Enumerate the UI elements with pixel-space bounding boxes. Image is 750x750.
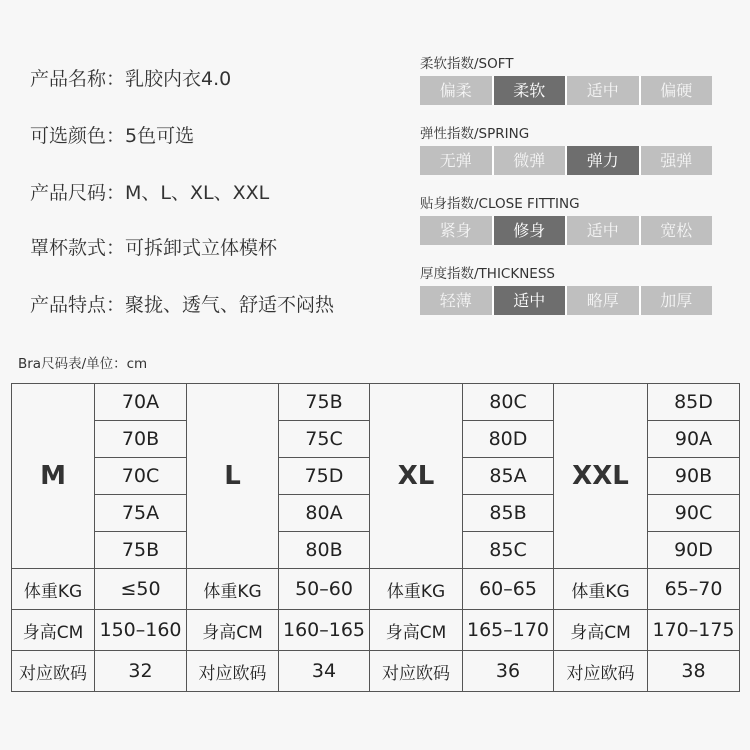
scale-option: 强弹: [641, 146, 713, 175]
spec-value: 可拆卸式立体模杯: [125, 237, 278, 259]
weight-value: 50–60: [279, 569, 370, 610]
height-value: 170–175: [648, 610, 740, 651]
spec-value: 5色可选: [125, 125, 195, 147]
spec-color: [30, 121, 194, 148]
height-label: 身高CM: [187, 610, 279, 651]
scale-option: 适中: [567, 76, 641, 105]
cup-cell: 85C: [463, 532, 554, 569]
cup-cell: 90D: [648, 532, 740, 569]
scale-option: 宽松: [641, 216, 713, 245]
eu-label: 对应欧码: [187, 651, 279, 692]
scale-option: 弹力: [567, 146, 641, 175]
scale-option: 无弹: [420, 146, 494, 175]
eu-value: 32: [95, 651, 187, 692]
cup-cell: 85D: [648, 384, 740, 421]
spec-label: 罩杯款式：: [30, 237, 126, 259]
spec-value: 乳胶内衣4.0: [125, 68, 232, 90]
size-xxl: XXL: [554, 384, 648, 569]
scale-soft: [420, 55, 712, 105]
scale-spring: [420, 125, 712, 175]
size-m: M: [12, 384, 95, 569]
eu-value: 38: [648, 651, 740, 692]
weight-label: 体重KG: [187, 569, 279, 610]
weight-label: 体重KG: [12, 569, 95, 610]
size-xl: XL: [370, 384, 463, 569]
scale-option: 偏硬: [641, 76, 713, 105]
spec-label: 产品特点：: [30, 294, 126, 316]
height-label: 身高CM: [12, 610, 95, 651]
eu-label: 对应欧码: [12, 651, 95, 692]
weight-label: 体重KG: [370, 569, 463, 610]
spec-label: 产品尺码：: [30, 182, 126, 204]
scale-option: 略厚: [567, 286, 641, 315]
spec-size: [30, 178, 269, 205]
eu-label: 对应欧码: [554, 651, 648, 692]
cup-cell: 80C: [463, 384, 554, 421]
eu-label: 对应欧码: [370, 651, 463, 692]
cup-cell: 75B: [95, 532, 187, 569]
scale-bar: [420, 146, 712, 175]
cup-cell: 75B: [279, 384, 370, 421]
scale-option: 微弹: [494, 146, 568, 175]
cup-cell: 85A: [463, 458, 554, 495]
table-row-height: [12, 610, 740, 651]
spec-features: [30, 290, 334, 317]
weight-value: 60–65: [463, 569, 554, 610]
scale-option: 适中: [567, 216, 641, 245]
height-value: 165–170: [463, 610, 554, 651]
scale-thickness: [420, 265, 712, 315]
cup-cell: 70C: [95, 458, 187, 495]
scale-option: 适中: [494, 286, 568, 315]
cup-cell: 80A: [279, 495, 370, 532]
size-l: L: [187, 384, 279, 569]
scale-option: 加厚: [641, 286, 713, 315]
cup-cell: 70A: [95, 384, 187, 421]
spec-value: 聚拢、透气、舒适不闷热: [125, 294, 335, 316]
weight-label: 体重KG: [554, 569, 648, 610]
spec-cup-style: [30, 233, 277, 260]
cup-cell: 70B: [95, 421, 187, 458]
eu-value: 36: [463, 651, 554, 692]
height-value: 150–160: [95, 610, 187, 651]
scale-option: 偏柔: [420, 76, 494, 105]
spec-label: 产品名称：: [30, 68, 126, 90]
cup-cell: 75C: [279, 421, 370, 458]
scale-title: 弹性指数/SPRING: [420, 126, 530, 142]
size-table-title: Bra尺码表/单位：cm: [18, 356, 148, 372]
table-row: [12, 384, 740, 421]
spec-label: 可选颜色：: [30, 125, 126, 147]
weight-value: 65–70: [648, 569, 740, 610]
cup-cell: 75D: [279, 458, 370, 495]
table-row-weight: [12, 569, 740, 610]
scale-close-fitting: [420, 195, 712, 245]
cup-cell: 90A: [648, 421, 740, 458]
cup-cell: 85B: [463, 495, 554, 532]
cup-cell: 80D: [463, 421, 554, 458]
height-value: 160–165: [279, 610, 370, 651]
scale-title: 贴身指数/CLOSE FITTING: [420, 196, 580, 212]
spec-name: [30, 64, 231, 91]
weight-value: ≤50: [95, 569, 187, 610]
height-label: 身高CM: [554, 610, 648, 651]
eu-value: 34: [279, 651, 370, 692]
scale-bar: [420, 286, 712, 315]
cup-cell: 75A: [95, 495, 187, 532]
scale-bar: [420, 216, 712, 245]
table-row-eu: [12, 651, 740, 692]
height-label: 身高CM: [370, 610, 463, 651]
scale-option: 柔软: [494, 76, 568, 105]
scale-option: 轻薄: [420, 286, 494, 315]
scale-option: 紧身: [420, 216, 494, 245]
scale-title: 厚度指数/THICKNESS: [420, 266, 555, 282]
scale-bar: [420, 76, 712, 105]
scale-option: 修身: [494, 216, 568, 245]
cup-cell: 90C: [648, 495, 740, 532]
scale-title: 柔软指数/SOFT: [420, 56, 514, 72]
cup-cell: 90B: [648, 458, 740, 495]
size-table: [11, 383, 740, 692]
cup-cell: 80B: [279, 532, 370, 569]
spec-value: M、L、XL、XXL: [125, 182, 270, 204]
